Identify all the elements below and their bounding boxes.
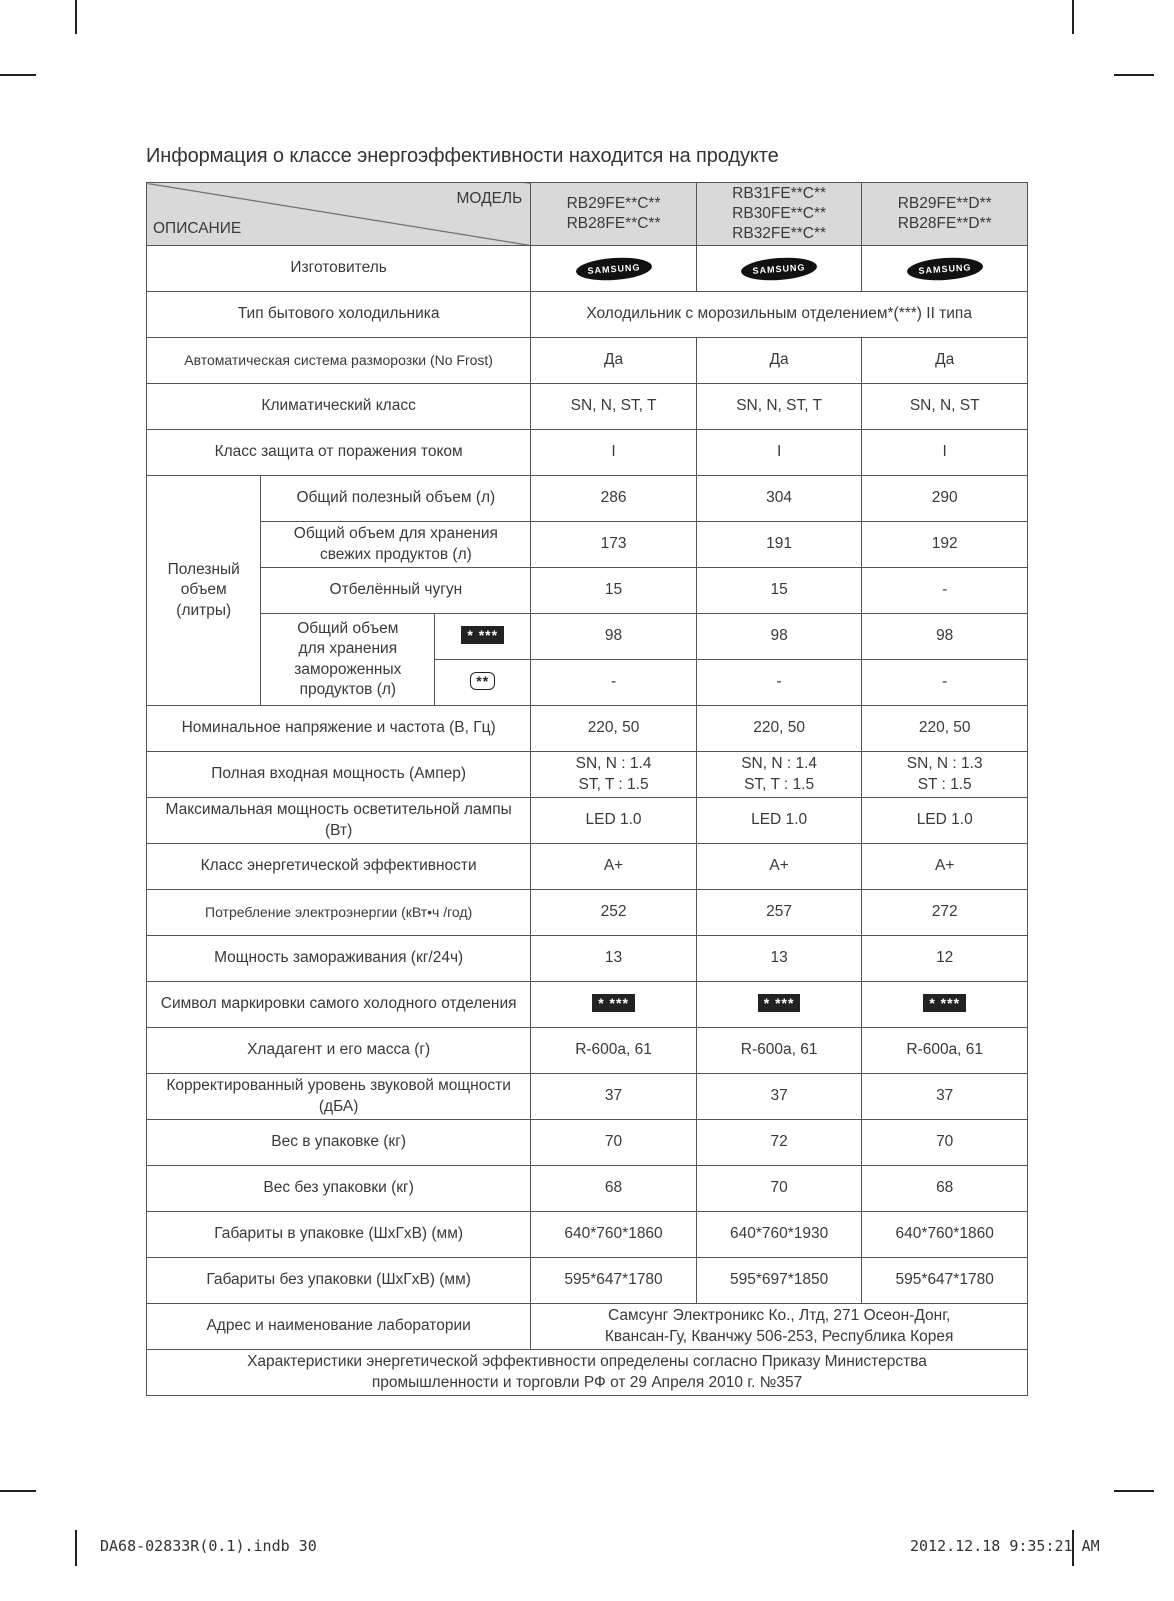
table-row [147,752,1028,798]
brand-logo: SAMSUNG [696,246,862,292]
header-diagonal-cell [147,183,531,246]
cell: 70 [862,1120,1028,1166]
cell: 640*760*1860 [862,1212,1028,1258]
brand-logo: SAMSUNG [531,246,697,292]
cell: 13 [696,936,862,982]
cell: SN, N, ST, T [531,384,697,430]
crop-mark [1114,74,1154,76]
header-row [147,183,1028,246]
model-col-1: RB29FE**C** RB28FE**C** [531,183,697,246]
table-row [147,1258,1028,1304]
cell: 191 [696,522,862,568]
cell: 70 [696,1166,862,1212]
row-label: Габариты в упаковке (ШхГхВ) (мм) [147,1212,531,1258]
brand-logo: SAMSUNG [862,246,1028,292]
crop-mark [0,74,36,76]
cell: Да [862,338,1028,384]
row-label: Изготовитель [147,246,531,292]
cell: 595*647*1780 [531,1258,697,1304]
cell: 13 [531,936,697,982]
cell: R-600a, 61 [696,1028,862,1074]
cell: 68 [862,1166,1028,1212]
crop-mark [75,0,77,34]
regulation-note: Характеристики энергетической эффективности определены согласно Приказу Министерства промышленности и торговли РФ от 29 Апреля 2010 г. №357 [147,1350,1028,1396]
cell: 98 [696,614,862,660]
row-label: Адрес и наименование лаборатории [147,1304,531,1350]
cell: 272 [862,890,1028,936]
table-row [147,706,1028,752]
cell: 72 [696,1120,862,1166]
cell: 304 [696,476,862,522]
four-star-freezer-icon: * *** [531,982,697,1028]
cell: SN, N : 1.4 ST, T : 1.5 [696,752,862,798]
table-row [147,1304,1028,1350]
row-label: Климатический класс [147,384,531,430]
cell: 15 [696,568,862,614]
row-label: Максимальная мощность осветительной лампы (Вт) [147,798,531,844]
table-row [147,476,1028,522]
cell: LED 1.0 [862,798,1028,844]
row-label: Класс защита от поражения током [147,430,531,476]
table-row [147,1028,1028,1074]
cell: I [696,430,862,476]
table-row [147,890,1028,936]
model-col-2: RB31FE**C** RB30FE**C** RB32FE**C** [696,183,862,246]
cell: 220, 50 [862,706,1028,752]
cell: 290 [862,476,1028,522]
table-row [147,292,1028,338]
lab-address: Самсунг Электроникс Ко., Лтд, 271 Осеон-Донг, Квансан-Гу, Кванчжу 506-253, Республика Корея [531,1304,1028,1350]
cell: 595*697*1850 [696,1258,862,1304]
row-label: Автоматическая система разморозки (No Frost) [147,338,531,384]
footer-file-info: DA68-02833R(0.1).indb 30 [100,1537,317,1555]
table-row [147,568,1028,614]
row-label: Полная входная мощность (Ампер) [147,752,531,798]
row-label: Общий полезный объем (л) [261,476,531,522]
crop-mark [0,1490,36,1492]
cell: A+ [531,844,697,890]
row-label: Номинальное напряжение и частота (В, Гц) [147,706,531,752]
cell: Да [696,338,862,384]
table-row [147,844,1028,890]
cell: R-600a, 61 [862,1028,1028,1074]
cell: I [531,430,697,476]
cell: A+ [862,844,1028,890]
cell: A+ [696,844,862,890]
cell: 68 [531,1166,697,1212]
cell: 640*760*1930 [696,1212,862,1258]
table-row [147,798,1028,844]
cell: I [862,430,1028,476]
cell: 220, 50 [696,706,862,752]
table-row [147,1120,1028,1166]
row-value: Холодильник с морозильным отделением*(***) II типа [531,292,1028,338]
table-row [147,246,1028,292]
cell: 70 [531,1120,697,1166]
table-row [147,338,1028,384]
cell: 37 [531,1074,697,1120]
table-row [147,522,1028,568]
cell: Да [531,338,697,384]
row-label: Хладагент и его масса (г) [147,1028,531,1074]
cell: LED 1.0 [696,798,862,844]
four-star-freezer-icon: * *** [435,614,531,660]
table-row [147,1350,1028,1396]
cell: R-600a, 61 [531,1028,697,1074]
table-row [147,614,1028,660]
four-star-freezer-icon: * *** [862,982,1028,1028]
table-row [147,430,1028,476]
row-label: Потребление электроэнергии (кВт•ч /год) [147,890,531,936]
cell: 252 [531,890,697,936]
row-label: Вес без упаковки (кг) [147,1166,531,1212]
two-star-freezer-icon: ** [435,660,531,706]
cell: 220, 50 [531,706,697,752]
table-row [147,384,1028,430]
row-label: Символ маркировки самого холодного отделения [147,982,531,1028]
cell: 12 [862,936,1028,982]
cell: 37 [696,1074,862,1120]
crop-mark [1072,0,1074,34]
cell: - [531,660,697,706]
cell: 257 [696,890,862,936]
row-label: Вес в упаковке (кг) [147,1120,531,1166]
table-row [147,1074,1028,1120]
page-title: Информация о классе энергоэффективности находится на продукте [146,145,779,167]
row-label: Габариты без упаковки (ШхГхВ) (мм) [147,1258,531,1304]
cell: SN, N : 1.4 ST, T : 1.5 [531,752,697,798]
four-star-freezer-icon: * *** [696,982,862,1028]
cell: 15 [531,568,697,614]
model-col-3: RB29FE**D** RB28FE**D** [862,183,1028,246]
volume-group-label: Полезный объем (литры) [147,476,261,706]
crop-mark [75,1530,77,1566]
cell: 98 [862,614,1028,660]
row-label: Класс энергетической эффективности [147,844,531,890]
description-label: ОПИСАНИЕ [153,219,242,237]
spec-table [146,182,1028,1396]
table-row [147,1166,1028,1212]
row-label: Общий объем для хранения замороженных продуктов (л) [261,614,435,706]
cell: SN, N, ST [862,384,1028,430]
cell: - [696,660,862,706]
cell: 192 [862,522,1028,568]
cell: LED 1.0 [531,798,697,844]
footer-timestamp: 2012.12.18 9:35:21 AM [910,1537,1100,1555]
cell: 37 [862,1074,1028,1120]
row-label: Общий объем для хранения свежих продуктов (л) [261,522,531,568]
cell: 173 [531,522,697,568]
cell: 98 [531,614,697,660]
model-label: МОДЕЛЬ [456,190,523,207]
cell: SN, N : 1.3 ST : 1.5 [862,752,1028,798]
crop-mark [1114,1490,1154,1492]
table-row [147,1212,1028,1258]
cell: - [862,568,1028,614]
row-label: Тип бытового холодильника [147,292,531,338]
cell: 640*760*1860 [531,1212,697,1258]
row-label: Мощность замораживания (кг/24ч) [147,936,531,982]
cell: 286 [531,476,697,522]
cell: SN, N, ST, T [696,384,862,430]
row-label: Отбелённый чугун [261,568,531,614]
table-row [147,982,1028,1028]
table-row [147,936,1028,982]
cell: - [862,660,1028,706]
cell: 595*647*1780 [862,1258,1028,1304]
row-label: Корректированный уровень звуковой мощности (дБА) [147,1074,531,1120]
